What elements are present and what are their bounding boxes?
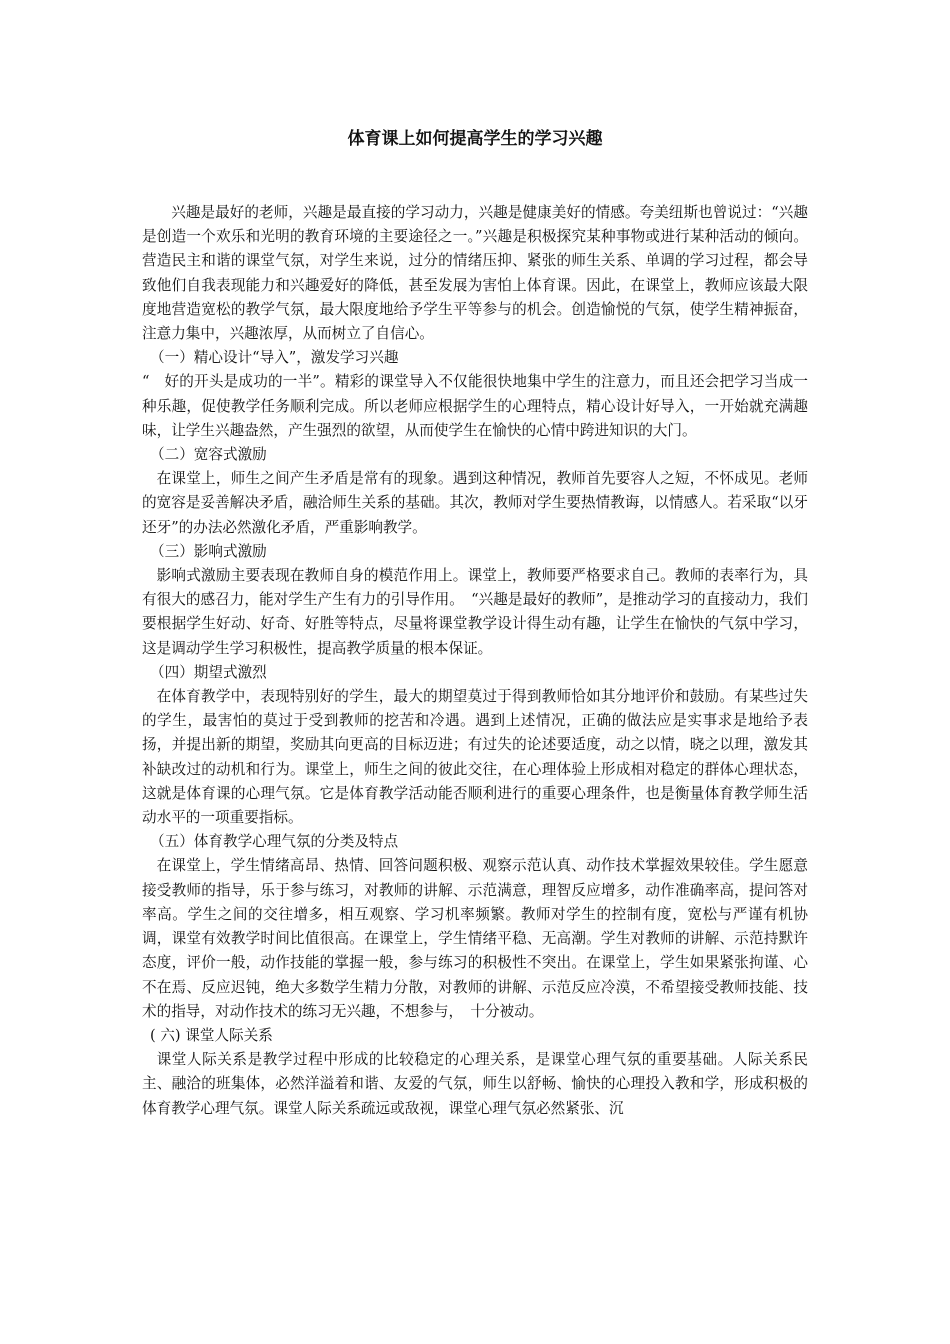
section-heading: ( 六) 课堂人际关系 [150, 1026, 273, 1044]
body-paragraph: 课堂人际关系是教学过程中形成的比较稳定的心理关系，是课堂心理气氛的重要基础。人际关系民主、融洽的班集体，必然洋溢着和谐、友爱的气氛，师生以舒畅、愉快的心理投入教和学，形成积极的体育教学心理气氛。课堂人际关系疏远或敌视，课堂心理气氛必然紧张、沉 [142, 1051, 808, 1117]
section-heading: （五）体育教学心理气氛的分类及特点 [150, 833, 399, 851]
body-paragraph: 在课堂上，学生情绪高昂、热情、回答问题积极、观察示范认真、动作技术掌握效果较佳。学生愿意接受教师的指导，乐于参与练习，对教师的讲解、示范满意，理智反应增多，动作准确率高，提问答对率高。学生之间的交往增多，相互观察、学习机率频繁。教师对学生的控制有度，宽松与严谨有机协调，课堂有效教学时间比值很高。在课堂上，学生情绪平稳、无高潮。学生对教师的讲解、示范持默许态度，评价一般，动作技能的掌握一般，参与练习的积极性不突出。在课堂上，学生如果紧张拘谨、心不在焉、反应迟钝，绝大多数学生精力分散，对教师的讲解、示范反应冷漠，不希望接受教师技能、技术的指导，对动作技术的练习无兴趣，不想参与， 十分被动。 [142, 857, 808, 1020]
section-heading: （四）期望式激烈 [150, 663, 267, 681]
document-title: 体育课上如何提高学生的学习兴趣 [347, 129, 603, 149]
body-paragraph: 在体育教学中，表现特别好的学生，最大的期望莫过于得到教师恰如其分地评价和鼓励。有某些过失的学生，最害怕的莫过于受到教师的挖苦和冷遇。遇到上述情况，正确的做法应是实事求是地给予表扬，并提出新的期望，奖励其向更高的目标迈进；有过失的论述要适度，动之以情，晓之以理，激发其补缺改过的动机和行为。课堂上，师生之间的彼此交往，在心理体验上形成相对稳定的群体心理状态，这就是体育课的心理气氛。它是体育教学活动能否顺利进行的重要心理条件，也是衡量体育教学师生活动水平的一项重要指标。 [142, 688, 808, 827]
body-paragraph: 兴趣是最好的老师，兴趣是最直接的学习动力，兴趣是健康美好的情感。夸美纽斯也曾说过：“兴趣是创造一个欢乐和光明的教育环境的主要途径之一。”兴趣是积极探究某种事物或进行某种活动的倾向。营造民主和谐的课堂气氛，对学生来说，过分的情绪压抑、紧张的师生关系、单调的学习过程，都会导致他们自我表现能力和兴趣爱好的降低，甚至发展为害怕上体育课。因此，在课堂上，教师应该最大限度地营造宽松的教学气氛，最大限度地给予学生平等参与的机会。创造愉悦的气氛，使学生精神振奋，注意力集中，兴趣浓厚，从而树立了自信心。 [142, 204, 808, 343]
body-paragraph: “ 好的开头是成功的一半”。精彩的课堂导入不仅能很快地集中学生的注意力，而且还会把学习当成一种乐趣，促使教学任务顺利完成。所以老师应根据学生的心理特点，精心设计好导入，一开始就充满趣味，让学生兴趣盎然，产生强烈的欲望，从而使学生在愉快的心情中跨进知识的大门。 [142, 373, 808, 439]
section-heading: （三）影响式激励 [150, 542, 267, 560]
document-body [142, 201, 808, 1121]
body-paragraph: 在课堂上，师生之间产生矛盾是常有的现象。遇到这种情况，教师首先要容人之短，不怀成见。老师的宽容是妥善解决矛盾，融洽师生关系的基础。其次，教师对学生要热情教诲，以情感人。若采取“以牙还牙”的办法必然激化矛盾，严重影响教学。 [142, 470, 808, 536]
body-paragraph: 影响式激励主要表现在教师自身的模范作用上。课堂上，教师要严格要求自己。教师的表率行为，具有很大的感召力，能对学生产生有力的引导作用。 “兴趣是最好的教师”，是推动学习的直接动力，我们要根据学生好动、好奇、好胜等特点，尽量将课堂教学设计得生动有趣，让学生在愉快的气氛中学习，这是调动学生学习积极性，提高教学质量的根本保证。 [142, 567, 808, 657]
section-heading: （二）宽容式激励 [150, 446, 267, 464]
section-heading: （一）精心设计“导入”，激发学习兴趣 [150, 349, 399, 367]
